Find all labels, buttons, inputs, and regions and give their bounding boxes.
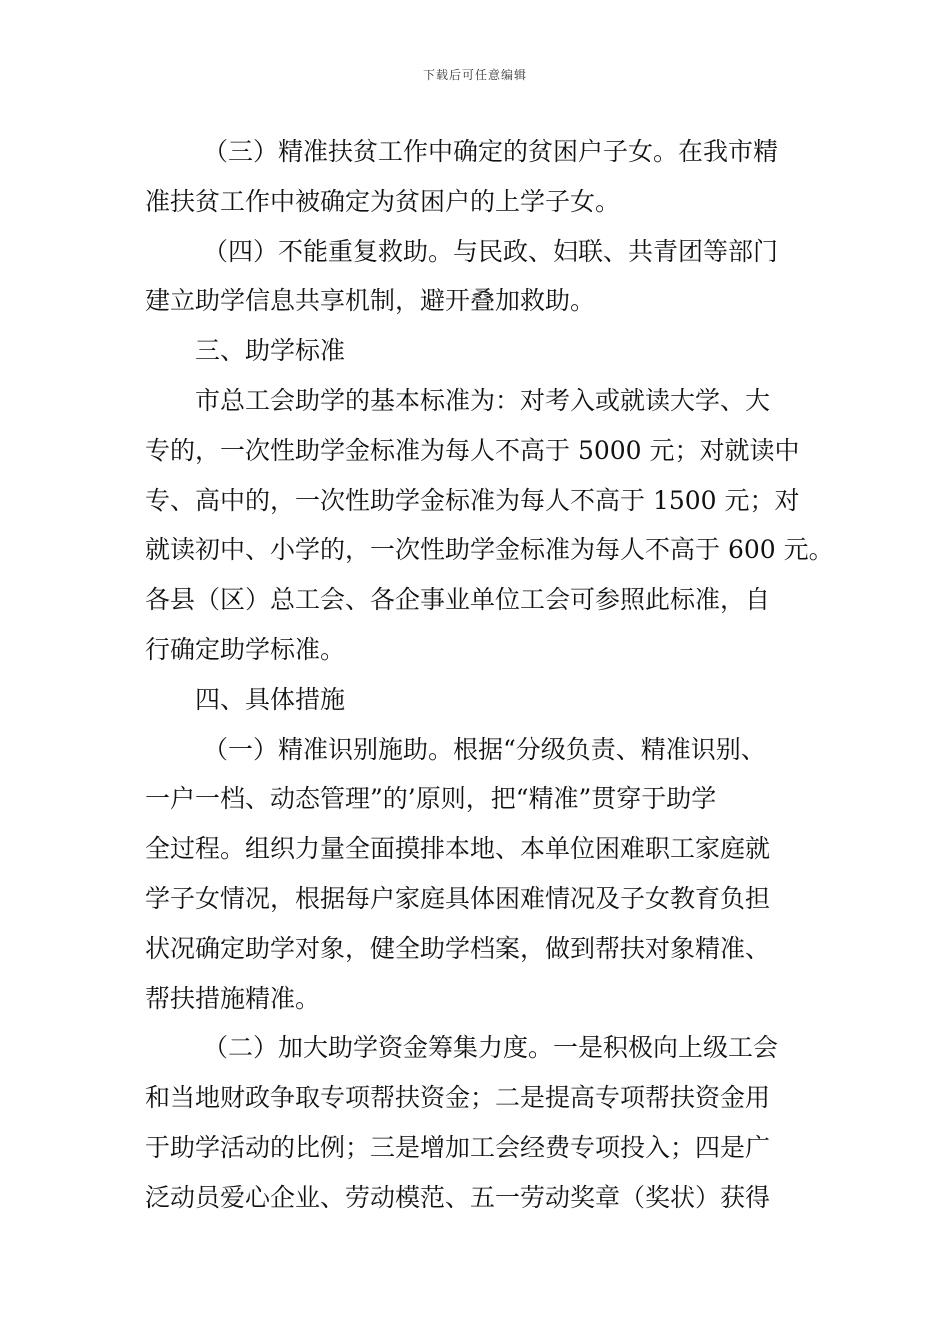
text-line: 和当地财政争取专项帮扶资金；二是提高专项帮扶资金用 [145,1083,771,1113]
text-line: 专、高中的，一次性助学金标准为每人不高于 1500 元；对 [145,485,800,515]
text-line: 于助学活动的比例；三是增加工会经费专项投入；四是广 [145,1132,771,1162]
text-line: （三）精准扶贫工作中确定的贫困户子女。在我市精 [203,137,779,166]
document-body [145,127,834,1223]
text-line: （二）加大助学资金筹集力度。一是积极向上级工会 [203,1033,779,1063]
text-line: 四、具体措施 [195,684,346,714]
text-line: 就读初中、小学的，一次性助学金标准为每人不高于 600 元。 [145,535,834,565]
page-header: 下载后可任意编辑 [422,68,527,82]
text-line: 各县（区）总工会、各企事业单位工会可参照此标准，自 [145,585,771,615]
text-line: 专的，一次性助学金标准为每人不高于 5000 元；对就读中 [145,435,800,465]
text-line: 状况确定助学对象，健全助学档案，做到帮扶对象精准、 [145,933,771,963]
text-line: （一）精准识别施助。根据“分级负责、精准识别、 [203,734,766,764]
text-line: 学子女情况，根据每户家庭具体困难情况及子女教育负担 [145,883,771,913]
text-line: 三、助学标准 [195,336,346,366]
text-line: 一户一档、动态管理”的’原则，把“精准”贯穿于助学 [145,784,717,814]
text-line: 帮扶措施精准。 [145,983,321,1013]
text-line: 建立助学信息共享机制，避开叠加救助。 [145,286,596,316]
text-line: 行确定助学标准。 [145,634,346,664]
text-line: 泛动员爱心企业、劳动模范、五一劳动奖章（奖状）获得 [145,1182,771,1212]
text-line: 市总工会助学的基本标准为：对考入或就读大学、大 [195,385,771,415]
text-line: 准扶贫工作中被确定为贫困户的上学子女。 [145,186,621,216]
text-line: （四）不能重复救助。与民政、妇联、共青团等部门 [203,236,779,266]
text-line: 全过程。组织力量全面摸排本地、本单位困难职工家庭就 [145,834,771,864]
